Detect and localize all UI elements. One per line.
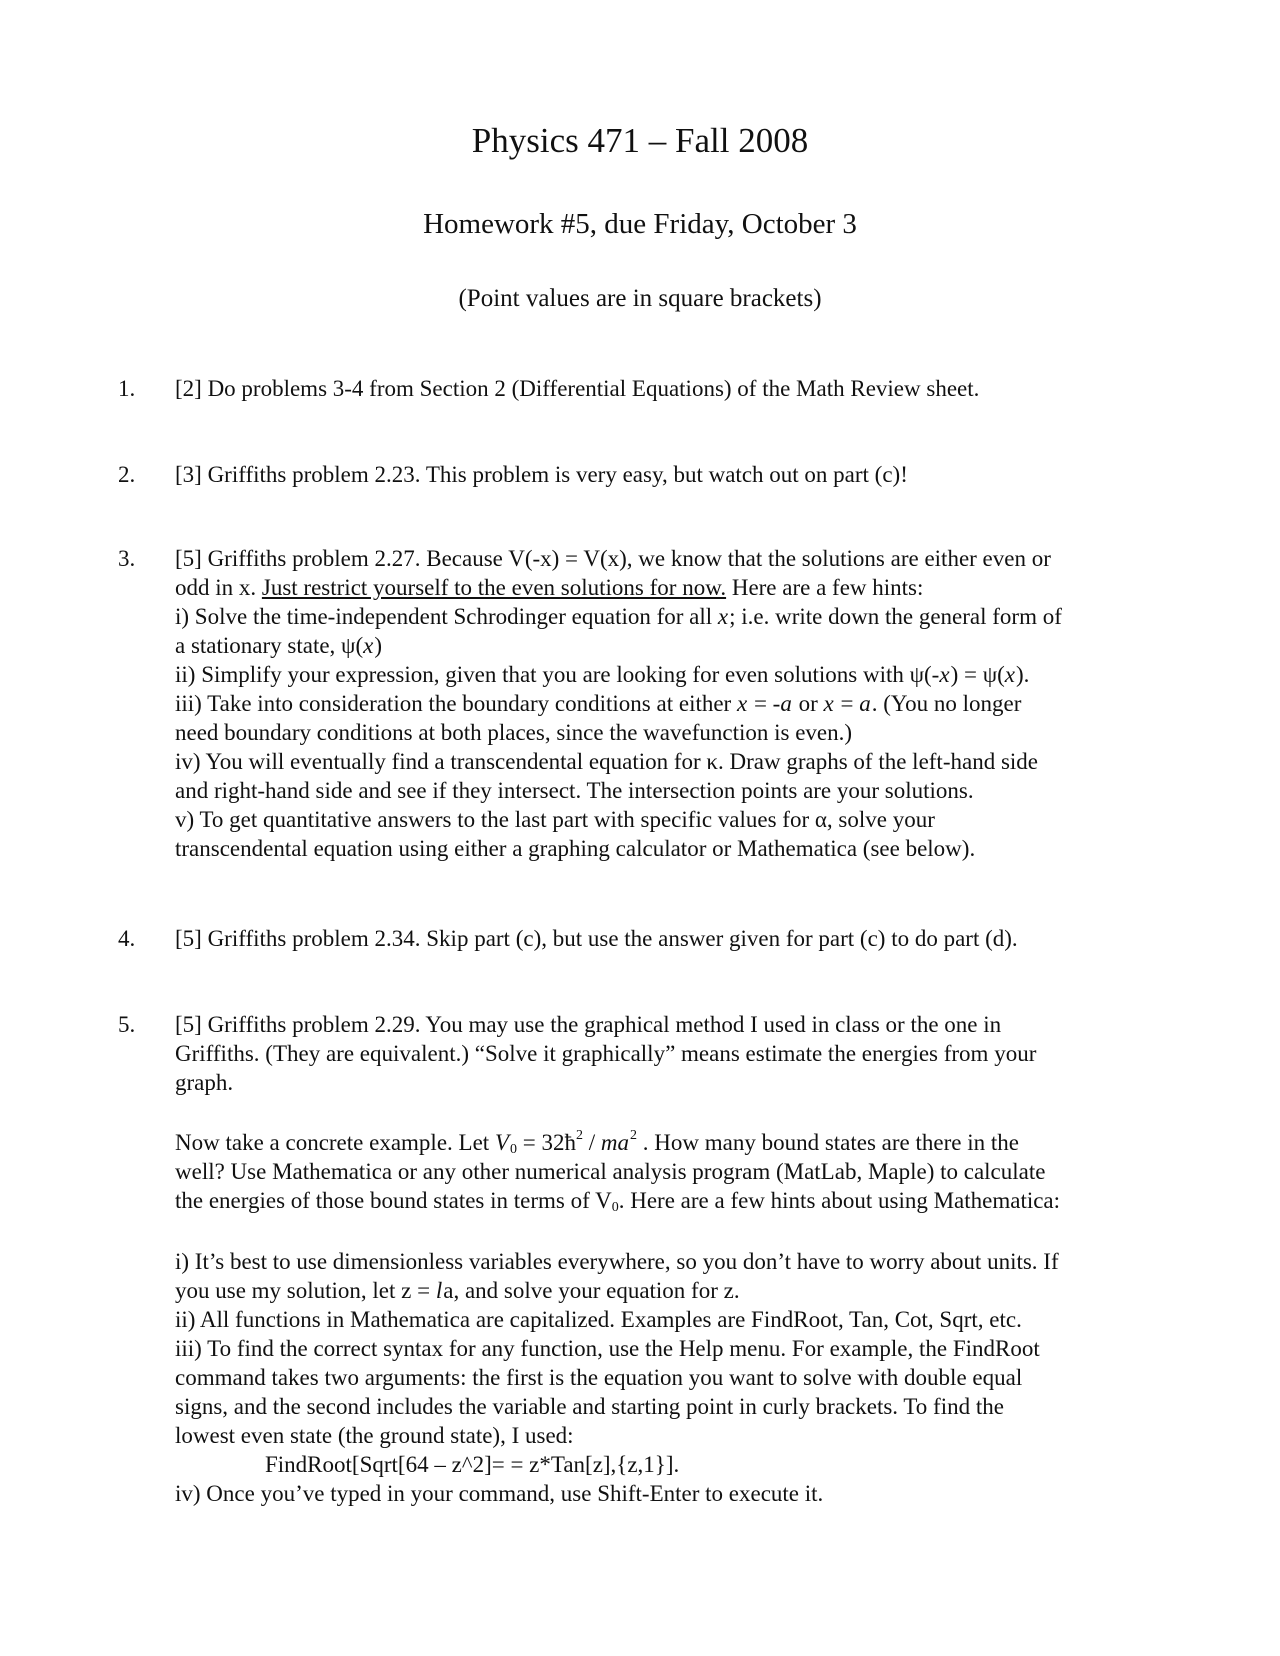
text-line: [175, 374, 1175, 403]
text-segment: = 32ħ: [517, 1130, 576, 1155]
text-segment: command takes two arguments: the first is the equation you want to solve with double equal: [175, 1365, 1023, 1390]
text-segment: iv) You will eventually find a transcendental equation for κ. Draw graphs of the left-hand side: [175, 749, 1038, 774]
text-segment: or: [792, 691, 824, 716]
homework-subtitle: Homework #5, due Friday, October 3: [423, 208, 857, 240]
text-line: [175, 1305, 1175, 1334]
text-segment: v) To get quantitative answers to the last part with specific values for α, solve your: [175, 807, 935, 832]
text-segment: need boundary conditions at both places, since the wavefunction is even.): [175, 720, 853, 745]
text-segment: 0: [611, 1200, 619, 1215]
text-segment: odd in x.: [175, 575, 262, 600]
problem-number: 3.: [118, 546, 136, 571]
text-segment: ).: [1015, 662, 1030, 687]
text-line: [175, 834, 1175, 863]
text-segment: transcendental equation using either a graphing calculator or Mathematica (see below).: [175, 836, 976, 861]
text-line: [175, 460, 1175, 489]
text-line: [175, 1247, 1175, 1276]
problem-text: [175, 924, 1175, 953]
text-line: [175, 718, 1175, 747]
text-line: [175, 1039, 1175, 1068]
text-segment: ): [374, 633, 383, 658]
problem-text: [175, 544, 1175, 863]
text-segment: ii) All functions in Mathematica are capitalized. Examples are FindRoot, Tan, Cot, Sqrt, etc.: [175, 1307, 1022, 1332]
text-segment: ; i.e. write down the general form of: [729, 604, 1062, 629]
text-segment: FindRoot[Sqrt[64 – z^2]= = z*Tan[z],{z,1}].: [265, 1452, 680, 1477]
text-segment: x: [736, 691, 748, 716]
text-line: [175, 747, 1175, 776]
hints-text: [175, 1247, 1175, 1508]
text-line: [175, 602, 1175, 631]
text-segment: =: [834, 691, 860, 716]
text-segment: and right-hand side and see if they intersect. The intersection points are your solutions.: [175, 778, 974, 803]
text-line: [175, 689, 1175, 718]
problem-text: [175, 460, 1175, 489]
text-segment: . How many bound states are there in the: [637, 1130, 1019, 1155]
text-segment: . (You no longer: [871, 691, 1022, 716]
page-title: Physics 471 – Fall 2008: [471, 121, 809, 160]
text-segment: i) Solve the time-independent Schrodinger equation for all: [175, 604, 718, 629]
text-segment: 2: [630, 1128, 637, 1143]
text-segment: lowest even state (the ground state), I used:: [175, 1423, 574, 1448]
text-segment: a: [859, 691, 871, 716]
text-segment: a, and solve your equation for z.: [443, 1278, 740, 1303]
text-segment: Griffiths. (They are equivalent.) “Solve it graphically” means estimate the energies from your: [175, 1041, 1037, 1066]
text-segment: x: [1004, 662, 1015, 687]
text-line: [175, 1392, 1175, 1421]
text-line: [175, 660, 1175, 689]
text-line: [175, 1157, 1175, 1186]
text-segment: a stationary state, ψ(: [175, 633, 364, 658]
text-segment: iii) To find the correct syntax for any function, use the Help menu. For example, the FindRoot: [175, 1336, 1040, 1361]
text-segment: [5] Griffiths problem 2.29. You may use the graphical method I used in class or the one in: [175, 1012, 1002, 1037]
text-line: [175, 631, 1175, 660]
text-segment: [5] Griffiths problem 2.34. Skip part (c), but use the answer given for part (c) to do part (d).: [175, 926, 1018, 951]
text-segment: iv) Once you’ve typed in your command, use Shift-Enter to execute it.: [175, 1481, 824, 1506]
text-segment: ) = ψ(: [950, 662, 1005, 687]
text-line: [175, 1450, 1175, 1479]
text-segment: x: [363, 633, 374, 658]
text-segment: graph.: [175, 1070, 234, 1095]
text-segment: Just restrict yourself to the even solutions for now.: [261, 575, 727, 600]
text-line: [175, 573, 1175, 602]
problem-number: 1.: [118, 376, 136, 401]
text-segment: Now take a concrete example. Let: [175, 1130, 495, 1155]
text-segment: [5] Griffiths problem 2.27. Because V(-x) = V(x), we know that the solutions are either even or: [175, 546, 1051, 571]
problem-number: 2.: [118, 462, 136, 487]
example-text: [175, 1128, 1175, 1215]
text-segment: signs, and the second includes the variable and starting point in curly brackets. To find the: [175, 1394, 1004, 1419]
text-segment: [3] Griffiths problem 2.23. This problem is very easy, but watch out on part (c)!: [175, 462, 908, 487]
text-line: [175, 1363, 1175, 1392]
text-segment: l: [435, 1278, 443, 1303]
problem-number: 4.: [118, 926, 136, 951]
text-segment: = -: [748, 691, 781, 716]
text-segment: i) It’s best to use dimensionless variables everywhere, so you don’t have to worry about units. If: [175, 1249, 1059, 1274]
problem-text: [175, 374, 1175, 403]
text-line: [175, 776, 1175, 805]
text-segment: the energies of those bound states in terms of V: [175, 1188, 612, 1213]
text-segment: ii) Simplify your expression, given that you are looking for even solutions with ψ(-: [175, 662, 940, 687]
text-segment: ma: [600, 1130, 629, 1155]
text-segment: . Here are a few hints about using Mathematica:: [618, 1188, 1061, 1213]
text-segment: you use my solution, let z =: [175, 1278, 436, 1303]
text-line: [175, 1186, 1175, 1215]
text-line: [175, 1128, 1175, 1157]
point-values-note: (Point values are in square brackets): [458, 285, 822, 312]
problem-number: 5.: [118, 1012, 136, 1037]
text-segment: iii) Take into consideration the boundary conditions at either: [175, 691, 737, 716]
text-line: [175, 924, 1175, 953]
text-segment: [2] Do problems 3-4 from Section 2 (Differential Equations) of the Math Review sheet.: [175, 376, 980, 401]
text-line: [175, 1068, 1175, 1097]
text-segment: Here are a few hints:: [726, 575, 924, 600]
text-segment: x: [717, 604, 729, 629]
problem-text: [175, 1010, 1175, 1097]
text-line: [175, 1334, 1175, 1363]
text-segment: 2: [575, 1128, 583, 1143]
text-segment: well? Use Mathematica or any other numerical analysis program (MatLab, Maple) to calculate: [175, 1159, 1046, 1184]
text-line: [175, 1479, 1175, 1508]
text-line: [175, 544, 1175, 573]
text-line: [175, 805, 1175, 834]
text-segment: x: [823, 691, 834, 716]
text-segment: /: [582, 1130, 601, 1155]
text-segment: a: [780, 691, 792, 716]
text-line: [175, 1010, 1175, 1039]
text-line: [175, 1421, 1175, 1450]
text-segment: V: [494, 1130, 509, 1155]
text-segment: x: [939, 662, 950, 687]
text-segment: 0: [510, 1142, 517, 1157]
text-line: [175, 1276, 1175, 1305]
